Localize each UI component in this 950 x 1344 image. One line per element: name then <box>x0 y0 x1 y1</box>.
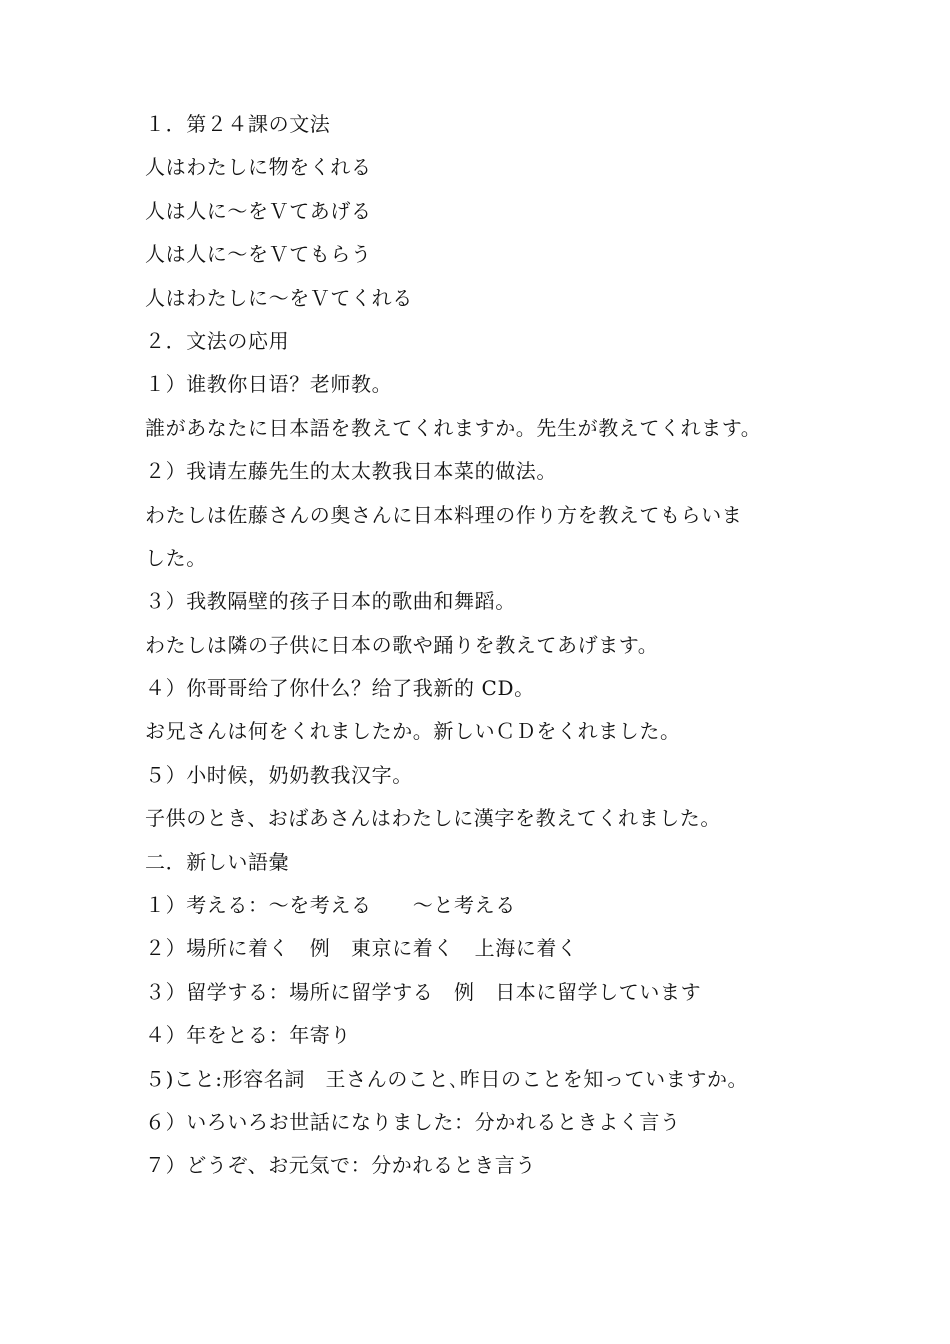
vocabulary-item: ２）場所に着く 例 東京に着く 上海に着く <box>145 936 578 961</box>
example-chinese: ４）你哥哥给了你什么？给了我新的 CD。 <box>145 676 535 701</box>
vocabulary-item: ３）留学する：場所に留学する 例 日本に留学しています <box>145 979 702 1004</box>
example-japanese: 誰があなたに日本語を教えてくれますか。先生が教えてくれます。 <box>145 415 762 440</box>
document-body <box>145 103 825 1188</box>
section-heading-grammar: １．第２４課の文法 <box>145 112 331 136</box>
vocabulary-item: ５)こと:形容名詞 王さんのこと､昨日のことを知っていますか｡ <box>145 1066 739 1091</box>
example-japanese: わたしは佐藤さんの奥さんに日本料理の作り方を教えてもらいま <box>145 502 743 527</box>
example-chinese: ５）小时候，奶奶教我汉字。 <box>145 762 413 787</box>
grammar-pattern: 人は人に～をＶてもらう <box>145 242 372 267</box>
vocabulary-item: ６）いろいろお世話になりました：分かれるときよく言う <box>145 1109 681 1134</box>
section-heading-vocabulary: 二．新しい語彙 <box>145 849 290 874</box>
example-japanese-continued: した。 <box>145 545 207 570</box>
grammar-pattern: 人はわたしに～をＶてくれる <box>145 285 413 310</box>
example-chinese: ３）我教隔壁的孩子日本的歌曲和舞蹈。 <box>145 589 516 614</box>
vocabulary-item: ４）年をとる：年寄り <box>145 1023 351 1048</box>
grammar-pattern: 人は人に～をＶてあげる <box>145 198 372 223</box>
example-chinese: ２）我请左藤先生的太太教我日本菜的做法。 <box>145 459 557 484</box>
example-japanese: わたしは隣の子供に日本の歌や踊りを教えてあげます。 <box>145 632 659 657</box>
example-chinese: １）谁教你日语？老师教。 <box>145 372 393 397</box>
example-japanese: お兄さんは何をくれましたか。新しいＣＤをくれました。 <box>145 719 681 744</box>
grammar-pattern: 人はわたしに物をくれる <box>145 155 372 180</box>
vocabulary-item: ７）どうぞ、お元気で：分かれるとき言う <box>145 1153 536 1178</box>
section-heading-application: ２．文法の応用 <box>145 328 290 353</box>
vocabulary-item: １）考える：～を考える ～と考える <box>145 893 516 918</box>
example-japanese: 子供のとき、おばあさんはわたしに漢字を教えてくれました。 <box>145 806 721 831</box>
